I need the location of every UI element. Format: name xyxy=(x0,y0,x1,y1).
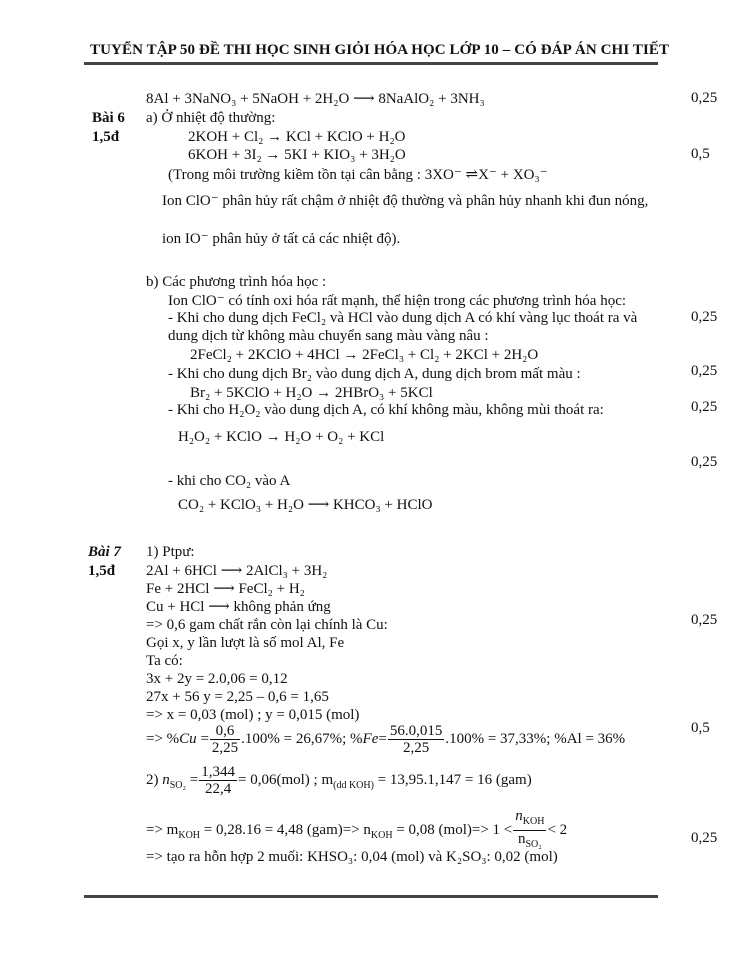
text: Cu xyxy=(179,730,197,747)
equilibrium-note: (Trong môi trường kiềm tồn tại cân bằng : 3XO⁻ ⇌X⁻ + XO₃⁻ xyxy=(168,167,548,183)
text: = 0,06(mol) ; m xyxy=(238,771,334,788)
equation-co2: CO₂ + KClO₃ + H₂O ⟶ KHCO₃ + HClO xyxy=(178,497,433,513)
text: 2) xyxy=(146,771,159,788)
numerator: 1,344 xyxy=(201,764,235,780)
text: .100% = 37,33%; %Al = 36% xyxy=(445,730,626,747)
equation-fe-hcl: Fe + 2HCl ⟶ FeCl₂ + H₂ xyxy=(146,581,305,597)
koh-formula xyxy=(146,808,567,853)
footer-rule xyxy=(84,895,658,898)
percentage-formula: => %Cu = $\frac{0,6}{2,25}$ .100% = 26,67%; %Fe= $\frac{56.0,015}{2,25}$ .100% = 37,33%; %Al = 36% xyxy=(146,723,626,756)
text: => % xyxy=(146,730,180,747)
solution-line: 27x + 56 y = 2,25 – 0,6 = 1,65 xyxy=(146,689,329,705)
text: .100% = 26,67%; % xyxy=(241,730,363,747)
solution-line: Gọi x, y lần lượt là số mol Al, Fe xyxy=(146,635,345,651)
text: n xyxy=(515,808,523,824)
equation-al-hcl: 2Al + 6HCl ⟶ 2AlCl₃ + 3H₂ xyxy=(146,563,328,579)
score: 0,25 xyxy=(691,612,718,628)
text: < 2 xyxy=(547,821,568,838)
clo-decomposition-note: Ion ClO⁻ phân hủy rất chậm ở nhiệt độ thường và phân hủy nhanh khi đun nóng, xyxy=(162,193,649,209)
text: => m xyxy=(146,821,179,838)
denominator: 2,25 xyxy=(211,740,239,756)
problem-label: Bài 7 xyxy=(88,544,121,560)
equation-fecl2: 2FeCl₂ + 2KClO + 4HCl → 2FeCl₃ + Cl₂ + 2KCl + 2H₂O xyxy=(190,347,539,363)
score: 0,25 xyxy=(691,399,718,415)
score: 0,25 xyxy=(691,309,718,325)
fraction-cu xyxy=(210,723,240,756)
header-rule xyxy=(84,62,658,65)
solution-line: 3x + 2y = 2.0,06 = 0,12 xyxy=(146,671,288,687)
text: KOH xyxy=(370,829,393,841)
equation-br2: Br₂ + 5KClO + H₂O → 2HBrO₃ + 5KCl xyxy=(190,385,433,401)
final-conclusion: => tạo ra hỗn hợp 2 muối: KHSO₃: 0,04 (mol) và K₂SO₃: 0,02 (mol) xyxy=(146,849,558,865)
solution-line: => 0,6 gam chất rắn còn lại chính là Cu: xyxy=(146,617,388,633)
score: 0,25 xyxy=(691,454,718,470)
text: = 0,28.16 = 4,48 (gam)=> n xyxy=(200,821,371,838)
numerator: 0,6 xyxy=(210,723,240,740)
case-co2-text: - khi cho CO₂ vào A xyxy=(168,473,291,489)
case-fecl2-text-2: dung dịch từ không màu chuyển sang màu vàng nâu : xyxy=(168,328,489,344)
equation-h2o2: H₂O₂ + KClO → H₂O + O₂ + KCl xyxy=(178,429,385,445)
text: = 0,08 (mol)=> 1 < xyxy=(392,821,513,838)
score: 0,25 xyxy=(691,90,718,106)
page-header-title: TUYỂN TẬP 50 ĐỀ THI HỌC SINH GIỎI HÓA HỌC LỚP 10 – CÓ ĐÁP ÁN CHI TIẾT xyxy=(90,42,670,58)
text: KOH xyxy=(178,829,201,841)
solution-line: Ta có: xyxy=(146,653,183,669)
case-fecl2-text: - Khi cho dung dịch FeCl₂ và HCl vào dung dịch A có khí vàng lục thoát ra và xyxy=(168,310,638,326)
equation-al-nano3: 8Al + 3NaNO₃ + 5NaOH + 2H₂O ⟶ 8NaAlO₂ + 3NH₃ xyxy=(146,91,485,107)
nso2-formula: 2) $n_{SO_2}$ = $\frac{1,344}{22,4}$ = 0,06(mol) ; $m_{(dd KOH)} = 13,95.1,147 = 16$ (gam) xyxy=(146,764,532,797)
problem-points: 1,5đ xyxy=(92,129,120,145)
numerator: 56.0,015 xyxy=(389,723,443,739)
fraction-ratio xyxy=(513,808,546,853)
score: 0,5 xyxy=(691,720,710,736)
case-br2-text: - Khi cho dung dịch Br₂ vào dung dịch A, dung dịch brom mất màu : xyxy=(168,366,581,382)
case-h2o2-text: - Khi cho H₂O₂ vào dung dịch A, có khí không màu, không mùi thoát ra: xyxy=(168,402,604,418)
part-b-heading: b) Các phương trình hóa học : xyxy=(146,274,327,290)
denominator: 2,25 xyxy=(402,740,430,756)
text: (dd KOH) xyxy=(333,779,374,791)
denominator: 22,4 xyxy=(205,781,232,797)
solution-line: => x = 0,03 (mol) ; y = 0,015 (mol) xyxy=(146,707,360,723)
problem-points: 1,5đ xyxy=(88,563,116,579)
score: 0,25 xyxy=(691,830,718,846)
score: 0,5 xyxy=(691,146,710,162)
io-decomposition-note: ion IO⁻ phân hủy ở tất cả các nhiệt độ). xyxy=(162,231,401,247)
problem-label: Bài 6 xyxy=(92,110,125,126)
text: SO₂ xyxy=(169,779,187,791)
score: 0,25 xyxy=(691,363,718,379)
part-b-intro: Ion ClO⁻ có tính oxi hóa rất mạnh, thể hiện trong các phương trình hóa học: xyxy=(168,293,627,309)
equation-koh-i2: 6KOH + 3I₂ → 5KI + KIO₃ + 3H₂O xyxy=(188,147,406,163)
fraction-nso2 xyxy=(199,764,237,797)
part-1-heading: 1) Ptpư: xyxy=(146,544,195,560)
part-a-heading: a) Ở nhiệt độ thường: xyxy=(146,110,276,126)
text: SO₂ xyxy=(525,839,542,850)
fraction-fe xyxy=(388,723,445,756)
equation-koh-cl2: 2KOH + Cl₂ → KCl + KClO + H₂O xyxy=(188,129,406,145)
text: Fe xyxy=(362,730,379,747)
text: n xyxy=(162,771,170,788)
numerator xyxy=(513,808,546,831)
equation-cu-hcl: Cu + HCl ⟶ không phản ứng xyxy=(146,599,331,615)
text: = 13,95.1,147 = 16 (gam) xyxy=(373,771,532,788)
text: n xyxy=(517,831,526,847)
text: KOH xyxy=(522,816,545,827)
